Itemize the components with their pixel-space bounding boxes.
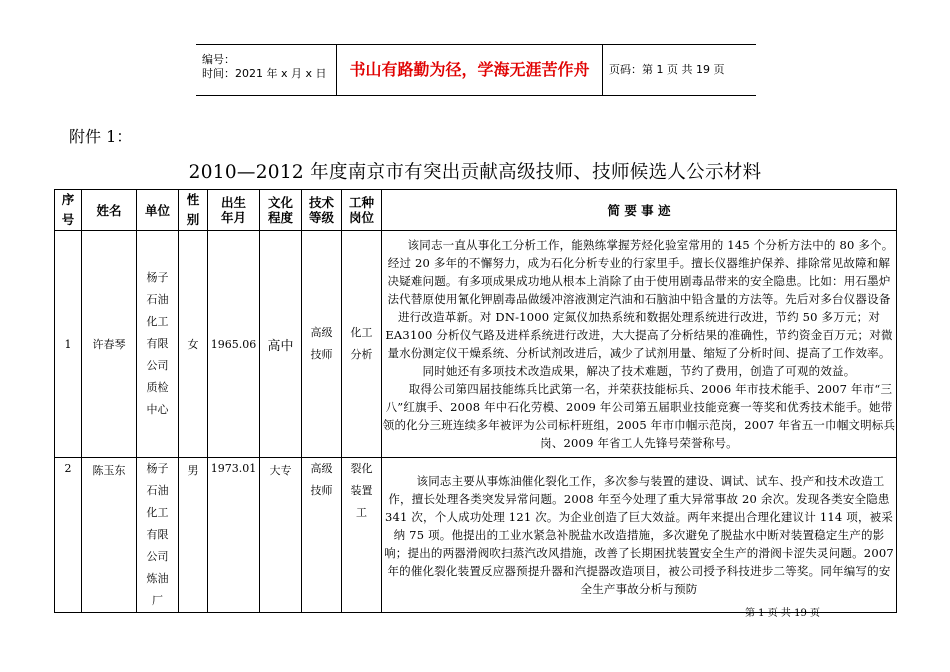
- row2-deeds-p1: 该同志主要从事炼油催化裂化工作，多次参与装置的建设、调试、试车、投产和技术改造工作，擅长处理各类突发异常问题。2008 年至今处理了重大异常事故 20 余次。发现各类安全隐患 341 次，个人成功处理 121 次。为企业创造了巨大效益。两年来提出合理化建议计 114 项，被采纳 75 项。他提出的工业水紧急补脱盐水改造措施，多次避免了脱盐水中断对装置稳定生产的影响；提出的两器滑阀吹扫蒸汽改风措施，改善了长期困扰装置安全生产的滑阀卡涩失灵问题。2007 年的催化裂化装置反应器预提升器和汽提器改造项目，被公司授予科技进步二等奖。同年编写的安全生产事故分析与预防: [384, 474, 894, 596]
- motto: 书山有路勤为径，学海无涯苦作舟: [337, 45, 603, 95]
- table-header-row: [55, 190, 897, 231]
- col-header-level: 技术等级: [302, 190, 342, 231]
- row1-deeds: [382, 231, 897, 458]
- attachment-label: 附件 1：: [69, 127, 133, 146]
- table-row: [55, 458, 897, 613]
- col-header-job: 工种岗位: [342, 190, 382, 231]
- col-header-gender: 性别: [179, 190, 208, 231]
- row1-level: 高级技师: [302, 231, 342, 458]
- col-header-unit: 单位: [137, 190, 179, 231]
- row1-deeds-p2: 取得公司第四届技能练兵比武第一名，并荣获技能标兵、2006 年市技术能手、2007 年市“三八”红旗手、2008 年中石化劳模、2009 年公司第五届职业技能竞赛一等奖和优秀技术能手。她带领的化分三班连续多年被评为公司标杆班组，2005 年市巾帼示范岗，2007 年省五一巾帼文明标兵岗、2009 年省工人先锋号荣誉称号。: [382, 382, 896, 450]
- col-header-birth: 出生年月: [208, 190, 260, 231]
- row1-unit: 杨子石油化工有限公司质检中心: [137, 231, 179, 458]
- row1-education: 高中: [260, 231, 302, 458]
- row2-unit: 杨子石油化工有限公司炼油厂: [137, 458, 179, 613]
- row1-job: 化工分析: [342, 231, 382, 458]
- col-header-deeds: 简 要 事 迹: [382, 190, 897, 231]
- row1-deeds-p1: 该同志一直从事化工分析工作，能熟练掌握芳烃化验室常用的 145 个分析方法中的 80 多个。经过 20 多年的不懈努力，成为石化分析专业的行家里手。擅长仪器维护保养、排除常见故障和解决疑难问题。有多项成果成功地从根本上消除了由于使用剧毒品带来的安全隐患。比如：用石墨炉法代替原使用氰化钾剧毒品做缓冲溶液测定汽油和石脑油中铅含量的方法等。先后对多台仪器设备进行改造革新。对 DN-1000 定氮仪加热系统和数据处理系统进行改进，节约 50 多万元；对 EA3100 分析仪气路及进样系统进行改进，大大提高了分析结果的准确性，节约资金百万元；对微量水份测定仪干燥系统、分析试剂改进后，减少了试剂用量、缩短了分析时间、提高了工作效率。同时她还有多项技术改造成果，解决了技术难题，节约了费用，创造了可观的效益。: [385, 238, 894, 378]
- header-meta: [196, 45, 337, 95]
- row1-birth: 1965.06: [208, 231, 260, 458]
- row2-deeds: [382, 458, 897, 613]
- row2-gender: 男: [179, 458, 208, 613]
- page-header: [196, 44, 756, 96]
- row1-gender: 女: [179, 231, 208, 458]
- document-title: 2010—2012 年度南京市有突出贡献高级技师、技师候选人公示材料: [188, 162, 762, 183]
- row1-name: 许春琴: [82, 231, 137, 458]
- row2-job: 裂化装置工: [342, 458, 382, 613]
- page-footer: 第 1 页 共 19 页: [745, 608, 820, 619]
- row2-education: 大专: [260, 458, 302, 613]
- page-label: 页码：第 1 页 共 19 页: [609, 63, 725, 76]
- col-header-education: 文化程度: [260, 190, 302, 231]
- row2-level: 高级技师: [302, 458, 342, 613]
- row1-no: 1: [55, 231, 82, 458]
- table-row: [55, 231, 897, 458]
- row2-no: 2: [55, 458, 82, 613]
- col-header-no: 序号: [55, 190, 82, 231]
- candidates-table: [54, 189, 897, 613]
- row2-birth: 1973.01: [208, 458, 260, 613]
- number-label: 编号：: [202, 53, 235, 66]
- row2-name: 陈玉东: [82, 458, 137, 613]
- col-header-name: 姓名: [82, 190, 137, 231]
- time-label: 时间：2021 年 x 月 x 日: [202, 67, 327, 80]
